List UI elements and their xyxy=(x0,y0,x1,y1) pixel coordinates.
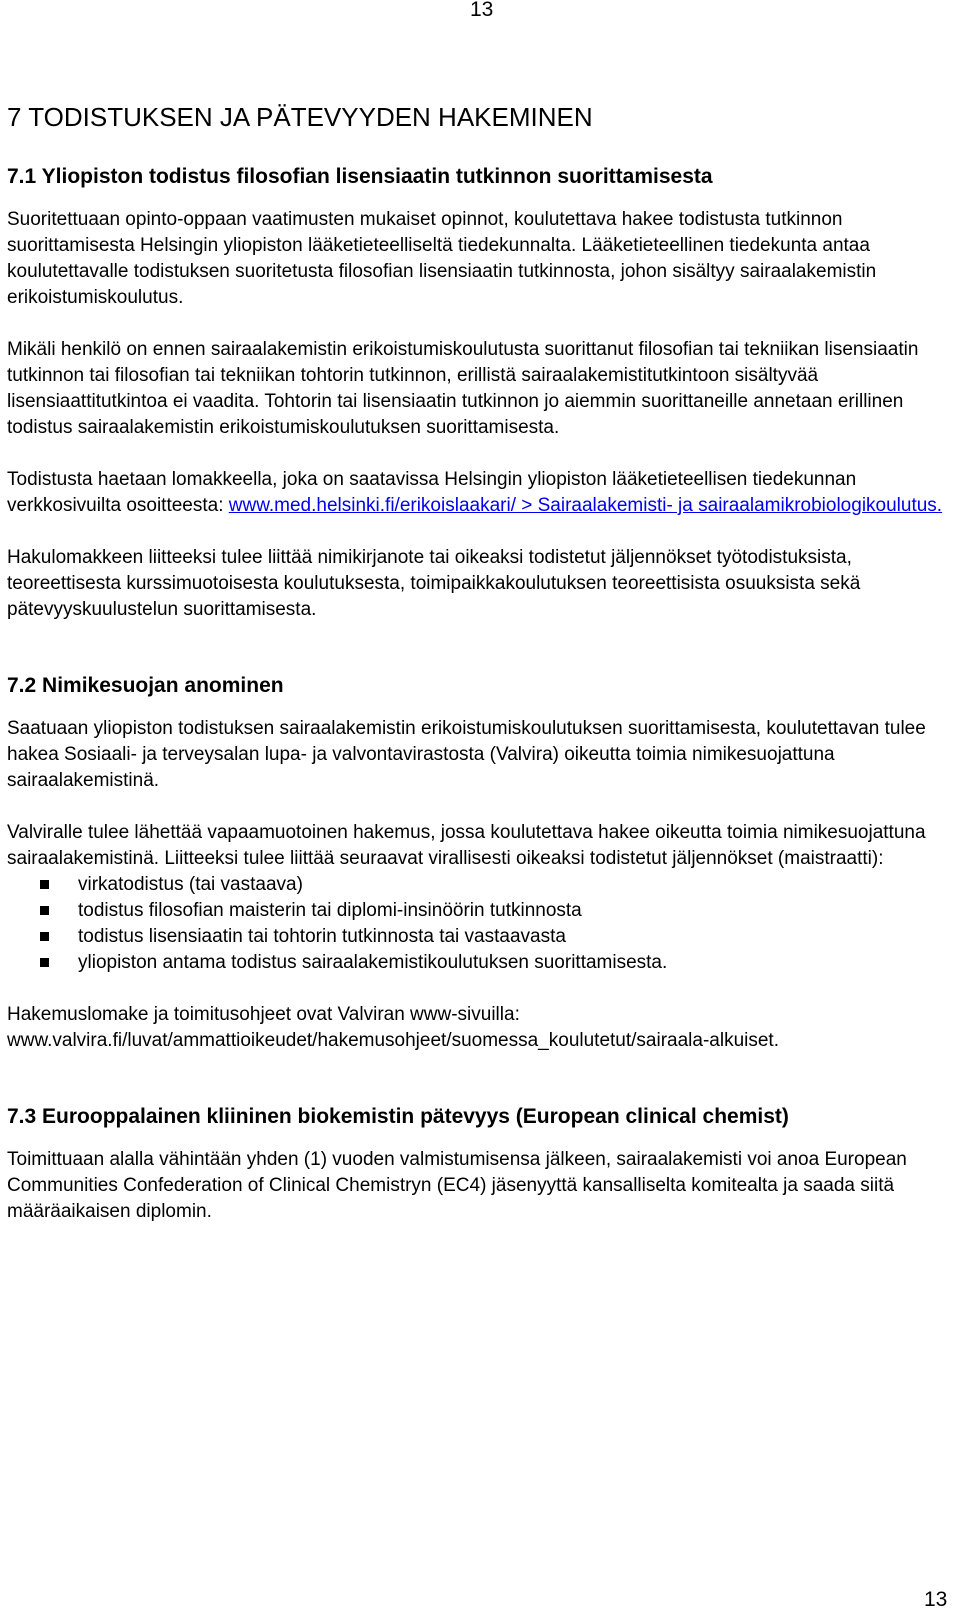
faculty-website-link[interactable]: www.med.helsinki.fi/erikoislaakari/ > Sairaalakemisti- ja sairaalamikrobiologikoulutus. xyxy=(228,495,943,516)
valvira-url-text: www.valvira.fi/luvat/ammattioikeudet/hakemusohjeet/suomessa_koulutetut/sairaala-alkuiset. xyxy=(7,1030,779,1051)
section-7-3-paragraph-1: Toimittuaan alalla vähintään yhden (1) vuoden valmistumisensa jälkeen, sairaalakemisti voi anoa European Communities Confederation of Clinical Chemistryn (EC4) jäsenyyttä kansalliselta komitealta ja saada siitä määräaikaisen diplomin. xyxy=(7,1149,907,1222)
section-7-1-paragraph-4: Hakulomakkeen liitteeksi tulee liittää nimikirjanote tai oikeaksi todistetut jäljennökset työtodistuksista, teoreettisesta kurssimuotoisesta koulutuksesta, toimipaikkakoulutuksen teoreettisista osuuksista sekä pätevyyskuulustelun suorittamisesta. xyxy=(7,547,861,620)
valvira-info-text: Hakemuslomake ja toimitusohjeet ovat Valviran www-sivuilla: xyxy=(7,1004,520,1025)
section-7-1-paragraph-3 xyxy=(7,467,947,519)
section-7-1-paragraph-1: Suoritettuaan opinto-oppaan vaatimusten mukaiset opinnot, koulutettava hakee todistusta tutkinnon suorittamisesta Helsingin yliopiston lääketieteelliseltä tiedekunnalta. Lääketieteellinen tiedekunta antaa koulutettavalle todistuksen suoritetusta filosofian lisensiaatin tutkinnosta, johon sisältyy sairaalakemistin erikoistumiskoulutus. xyxy=(7,209,877,308)
section-7-2-paragraph-1: Saatuaan yliopiston todistuksen sairaalakemistin erikoistumiskoulutuksen suorittamisesta, koulutettavan tulee hakea Sosiaali- ja terveysalan lupa- ja valvontavirastosta (Valvira) oikeutta toimia nimikesuojattuna sairaalakemistinä. xyxy=(7,718,926,791)
section-7-heading: 7 TODISTUKSEN JA PÄTEVYYDEN HAKEMINEN xyxy=(7,102,593,132)
page-number-top: 13 xyxy=(470,0,494,21)
square-bullet-icon xyxy=(40,958,49,967)
list-item-text: todistus filosofian maisterin tai diplomi-insinöörin tutkinnosta xyxy=(78,900,582,921)
document-body xyxy=(7,99,947,1251)
section-gap xyxy=(7,1080,947,1102)
section-7-2-paragraph-3 xyxy=(7,1002,947,1054)
list-item-text: yliopiston antama todistus sairaalakemistikoulutuksen suorittamisesta. xyxy=(78,952,668,973)
section-7-1-heading: 7.1 Yliopiston todistus filosofian lisensiaatin tutkinnon suorittamisesta xyxy=(7,165,713,188)
list-item-text: todistus lisensiaatin tai tohtorin tutkinnosta tai vastaavasta xyxy=(78,926,566,947)
list-item-text: virkatodistus (tai vastaava) xyxy=(78,874,303,895)
page-number-bottom: 13 xyxy=(924,1588,948,1611)
section-7-2-paragraph-2: Valviralle tulee lähettää vapaamuotoinen hakemus, jossa koulutettava hakee oikeutta toimia nimikesuojattuna sairaalakemistinä. Liitteeksi tulee liittää seuraavat virallisesti oikeaksi todistetut jäljennökset (maistraatti): xyxy=(7,822,926,869)
square-bullet-icon xyxy=(40,932,49,941)
list-item xyxy=(7,898,947,924)
section-gap xyxy=(7,649,947,671)
list-item xyxy=(7,950,947,976)
square-bullet-icon xyxy=(40,906,49,915)
section-7-1-paragraph-2: Mikäli henkilö on ennen sairaalakemistin erikoistumiskoulutusta suorittanut filosofian tai tekniikan lisensiaatin tutkinnon tai filosofian tai tekniikan tohtorin tutkinnon, erillistä sairaalakemistitutkintoon sisältyvää lisensiaattitutkintoa ei vaadita. Tohtorin tai lisensiaatin tutkinnon jo aiemmin suorittaneille annetaan erillinen todistus sairaalakemistin erikoistumiskoulutuksen suorittamisesta. xyxy=(7,339,919,438)
required-documents-list xyxy=(7,872,947,976)
list-item xyxy=(7,924,947,950)
list-item xyxy=(7,872,947,898)
form-info-text: Todistusta haetaan lomakkeella, joka on saatavissa Helsingin yliopiston lääketieteellisen tiedekunnan verkkosivuilta osoitteesta: xyxy=(7,469,857,516)
square-bullet-icon xyxy=(40,880,49,889)
section-7-3-heading: 7.3 Eurooppalainen kliininen biokemistin pätevyys (European clinical chemist) xyxy=(7,1105,789,1128)
section-7-2-heading: 7.2 Nimikesuojan anominen xyxy=(7,674,284,697)
